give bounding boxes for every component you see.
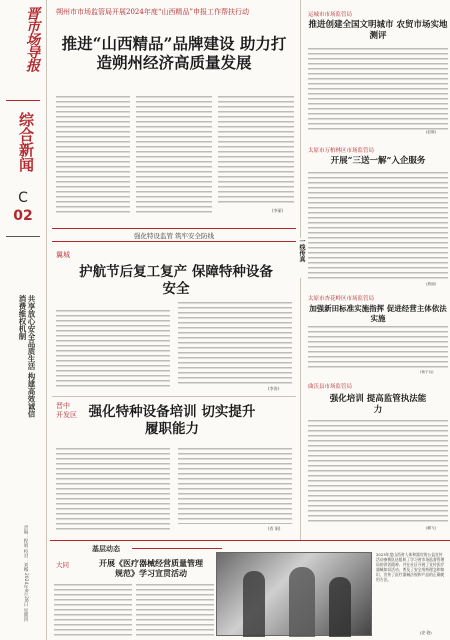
section-title: 综合新闻 (17, 112, 35, 172)
brief-body (308, 172, 448, 280)
news-photo (216, 552, 372, 636)
side-label (297, 238, 307, 278)
brief-headline: 加强新田标准实施指挥 促进经营主体依法实施 (309, 304, 447, 323)
photo-person-3 (329, 577, 351, 637)
brief-byline: (杨子兵) (420, 370, 434, 374)
article-headline: 护航节后复工复产 保障特种设备安全 (79, 264, 273, 297)
brief-source: 太原市杏花岭区市场监管局 (308, 296, 375, 302)
photo-person-1 (243, 571, 265, 637)
brief-byline: (赵晓) (426, 130, 436, 134)
brief-lower-right (308, 292, 448, 378)
article-location: 晋中 开发区 (56, 402, 77, 419)
brief-source: 曲沃县市场监管局 (308, 384, 353, 390)
brief-body (308, 326, 448, 370)
divider (52, 396, 296, 397)
brief-body (308, 420, 448, 524)
newspaper-logo: 晋市场导报 (24, 6, 40, 71)
article-jinzhong (52, 398, 296, 536)
brief-top-right (308, 4, 448, 139)
banner-tail (132, 548, 222, 549)
brief-headline: 强化培训 提高监管执法能力 (329, 394, 427, 415)
photo-caption: 2023年度山西省人体和器官的公益宣传活动参赛队伍组织了学习省市场监督管理局的讲话精神，并在社区开展了宣传医疗器械知识活动，普及了安全用药理念和知识，宣传了医疗器械法规和产品的正确使用方法。 (376, 552, 445, 582)
series-banner-title: 强化特设监管 筑牢安全防线 (133, 232, 215, 240)
edition-letter: C (18, 190, 28, 206)
masthead-divider-2 (6, 236, 40, 237)
article-body-col3 (218, 96, 294, 206)
photo-caption-byline: (安 骁) (420, 630, 432, 635)
article-byline: (晋 娟) (268, 526, 281, 531)
article-byline: (李涛) (268, 386, 280, 391)
article-location: 翼城 (56, 251, 70, 259)
article-byline: (李丽) (272, 208, 284, 213)
bottom-section-rule (50, 540, 450, 541)
article-body-col1 (56, 448, 170, 532)
article-headline: 推进“山西精品”品牌建设 助力打造朔州经济高质量发展 (61, 34, 287, 72)
bottom-headline: 开展《医疗器械经营质量管理规范》学习宣贯活动 (99, 558, 203, 578)
footer-info: 责编：程娟 校对：刘娜 2024年9月28日 星期四 (23, 525, 28, 622)
article-jixian (52, 246, 296, 394)
article-body-col1 (56, 310, 170, 390)
series-banner (52, 228, 296, 242)
bottom-banner-title: 基层动态 (92, 544, 120, 553)
article-body-col1 (56, 96, 130, 214)
masthead-divider (6, 100, 40, 101)
article-kicker: 朔州市市场监管局开展2024年度“山西精品”申报工作帮扶行动 (56, 8, 249, 16)
photo-person-2 (289, 567, 315, 637)
article-body-col2 (136, 96, 212, 214)
brief-source: 运城市市场监管局 (308, 12, 353, 18)
bottom-location: 大同 (56, 561, 69, 569)
masthead-column (0, 0, 46, 640)
article-headline: 强化特种设备培训 切实提升履职能力 (88, 404, 256, 437)
brief-mid-right (308, 142, 448, 292)
article-body-col2 (178, 302, 292, 386)
bottom-body-col2 (136, 584, 214, 636)
brief-bottom-right (308, 380, 448, 536)
article-body-col2 (178, 448, 292, 524)
brief-headline: 开展“三送一解”入企服务 (330, 156, 426, 166)
page-number: 02 (13, 208, 33, 224)
brief-headline: 推进创建全国文明城市 农贸市场实地测评 (308, 20, 448, 41)
column-rule-left (46, 0, 47, 640)
brief-body (308, 48, 448, 130)
slogan: 共享放心安全品质生活 构建高效诚信消费维权机制 (18, 295, 36, 418)
main-article (50, 4, 298, 222)
brief-byline: (鹏飞) (426, 526, 436, 530)
brief-source: 太原市万柏林区市场监管局 (308, 148, 375, 154)
brief-byline: (燕丽) (426, 282, 436, 286)
bottom-body-col1 (54, 584, 132, 636)
side-label-text: 一线传真 (298, 238, 305, 262)
